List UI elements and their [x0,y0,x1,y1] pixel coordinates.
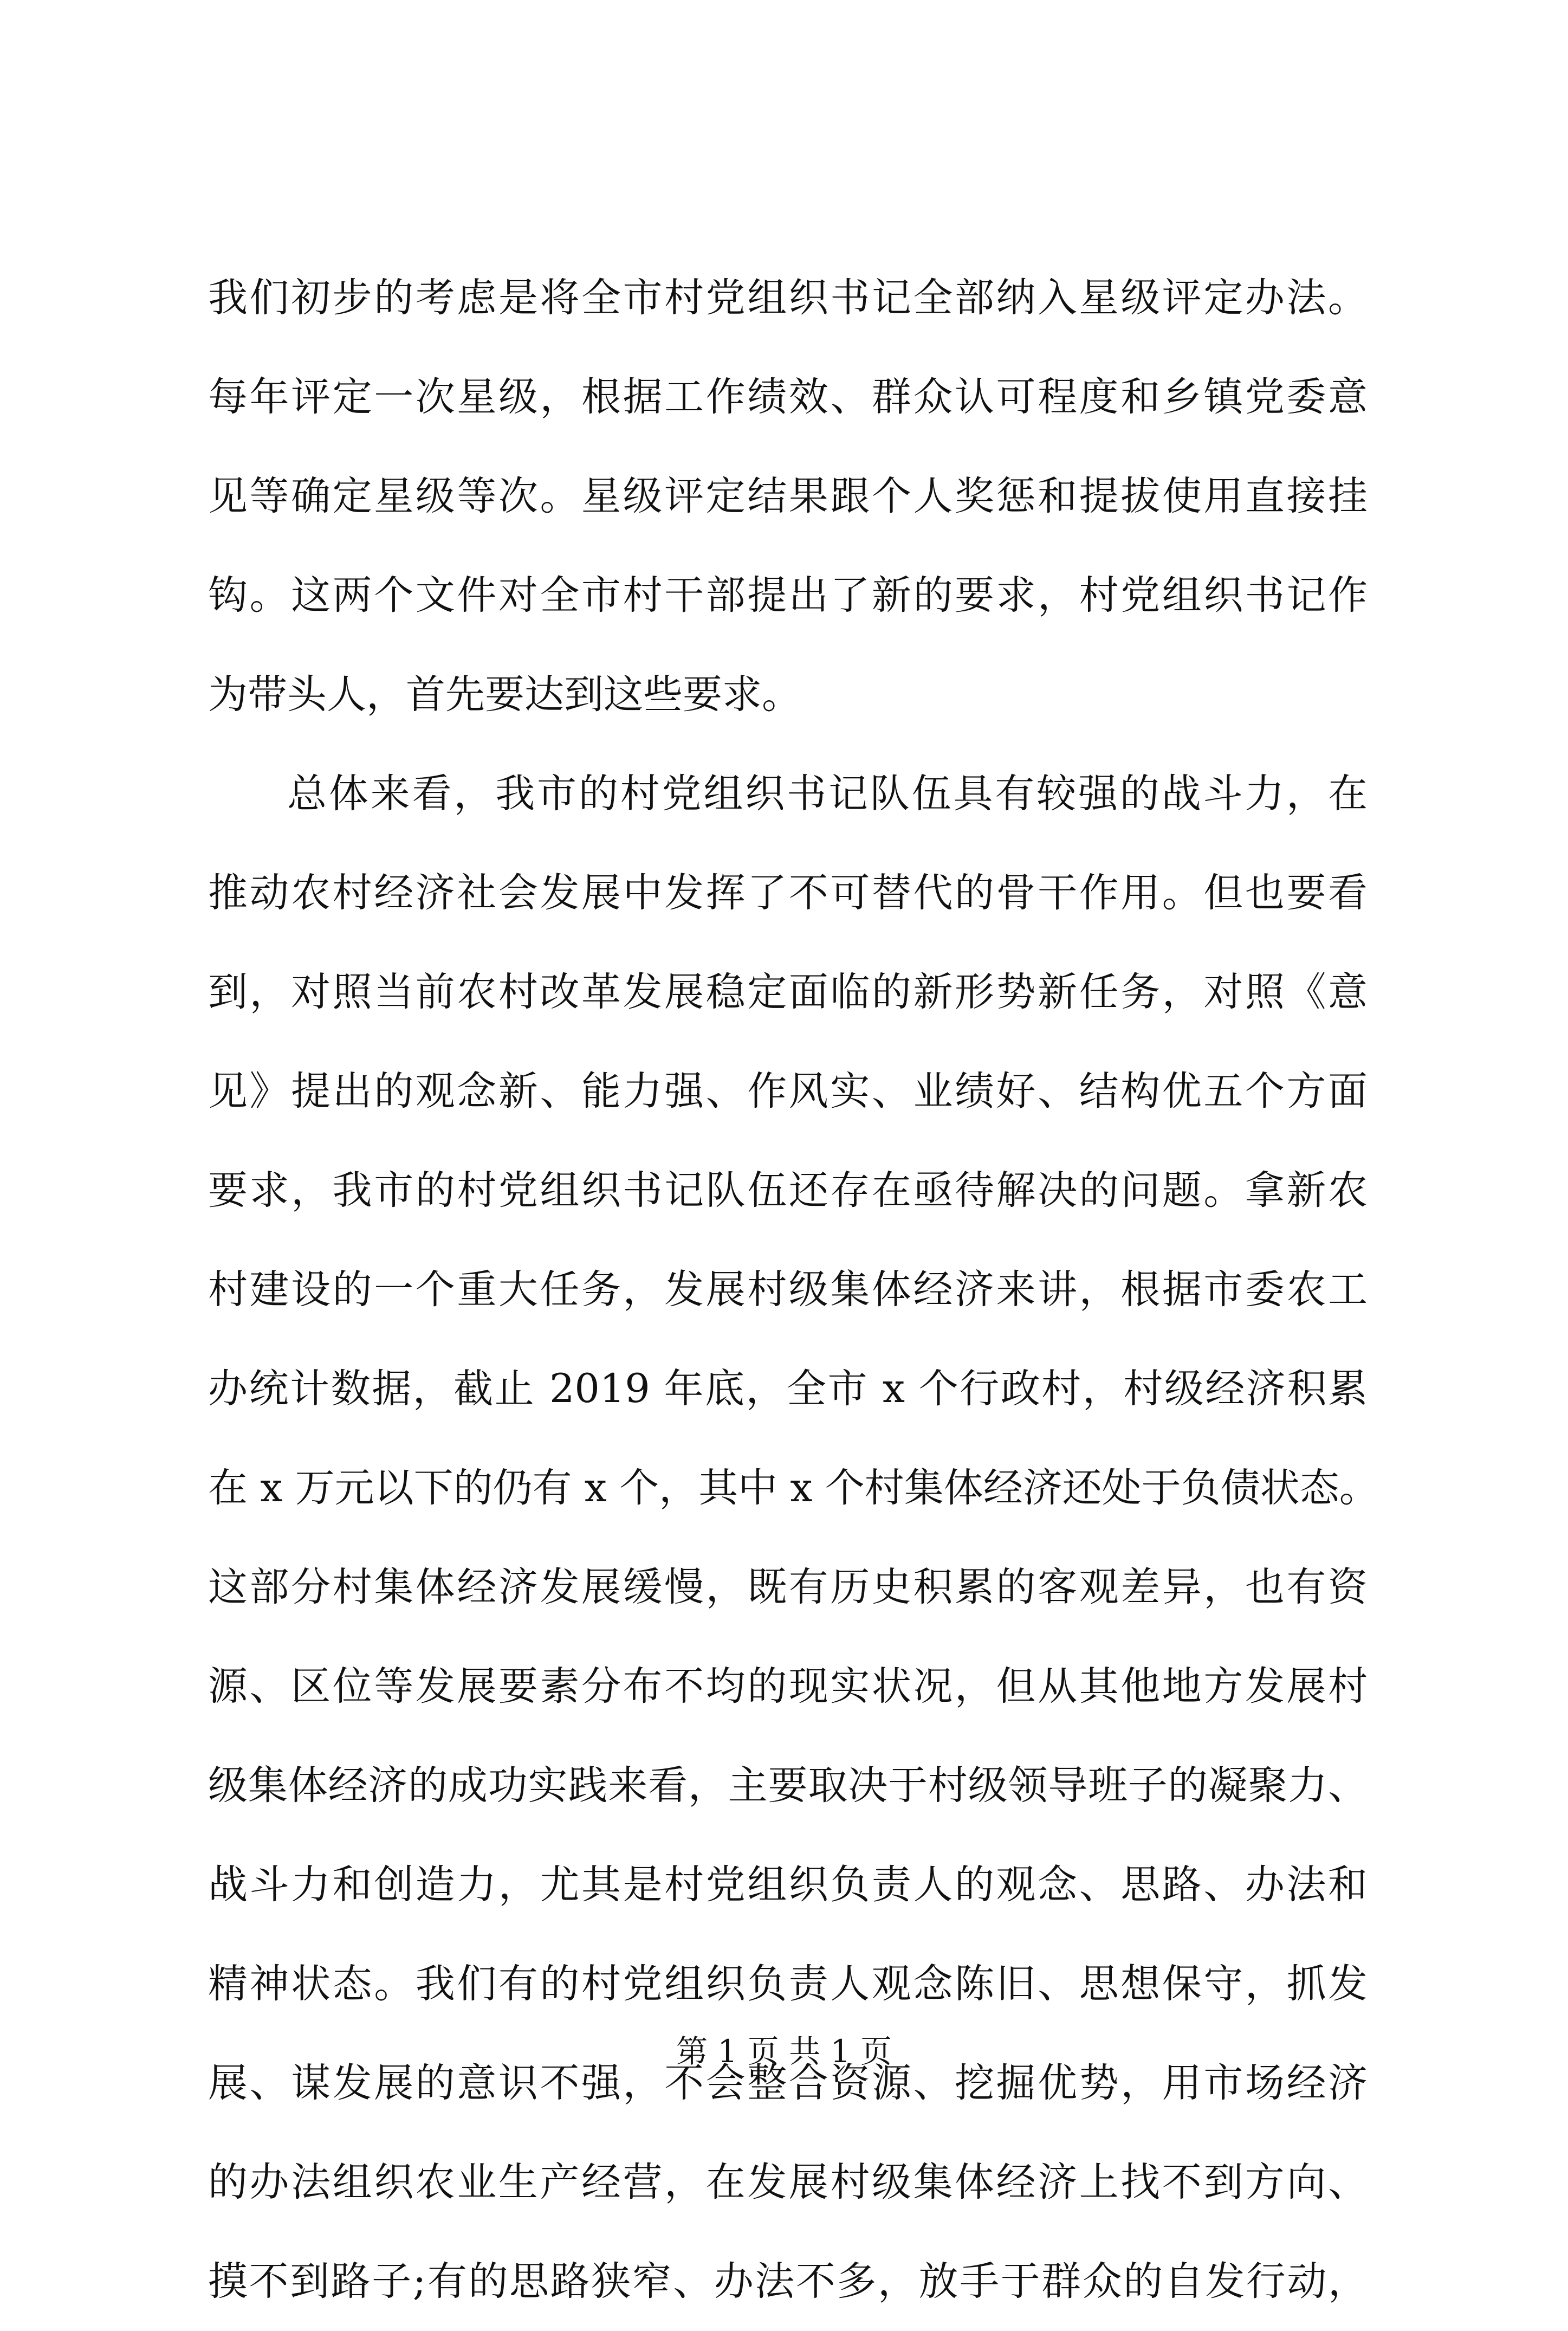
paragraph-2-line-10: 源、区位等发展要素分布不均的现实状况，但从其他地方发展村 [208,1663,1368,1709]
paragraph-2-line-12: 战斗力和创造力，尤其是村党组织负责人的观念、思路、办法和 [208,1862,1368,1908]
paragraph-2-line-11: 级集体经济的成功实践来看，主要取决于村级领导班子的凝聚力、 [208,1762,1368,1809]
paragraph-2-line-7: 办统计数据，截止 2019 年底，全市 x 个行政村，村级经济积累 [208,1366,1368,1412]
page-number-footer: 第 1 页 共 1 页 [676,2033,892,2070]
paragraph-2-line-3: 到，对照当前农村改革发展稳定面临的新形势新任务，对照《意 [208,969,1368,1015]
paragraph-2-line-5: 要求，我市的村党组织书记队伍还存在亟待解决的问题。拿新农 [208,1167,1368,1213]
paragraph-2-line-15: 的办法组织农业生产经营，在发展村级集体经济上找不到方向、 [208,2159,1368,2205]
paragraph-2-line-16: 摸不到路子;有的思路狭窄、办法不多，放手于群众的自发行动， [208,2258,1368,2304]
paragraph-1-line-1: 我们初步的考虑是将全市村党组织书记全部纳入星级评定办法。 [208,275,1368,321]
paragraph-2-line-1: 总体来看，我市的村党组织书记队伍具有较强的战斗力，在 [287,771,1368,817]
paragraph-1-line-2: 每年评定一次星级，根据工作绩效、群众认可程度和乡镇党委意 [208,374,1368,420]
document-body [208,248,1379,2331]
paragraph-1-line-3: 见等确定星级等次。星级评定结果跟个人奖惩和提拔使用直接挂 [208,473,1368,519]
paragraph-1-line-5: 为带头人，首先要达到这些要求。 [208,671,801,718]
paragraph-2-line-6: 村建设的一个重大任务，发展村级集体经济来讲，根据市委农工 [208,1267,1368,1313]
paragraph-2-line-9: 这部分村集体经济发展缓慢，既有历史积累的客观差异，也有资 [208,1564,1368,1610]
paragraph-2-line-4: 见》提出的观念新、能力强、作风实、业绩好、结构优五个方面 [208,1068,1368,1114]
paragraph-2-line-14: 展、谋发展的意识不强，不会整合资源、挖掘优势，用市场经济 [208,2060,1368,2106]
paragraph-2-line-8: 在 x 万元以下的仍有 x 个，其中 x 个村集体经济还处于负债状态。 [208,1465,1379,1511]
paragraph-2-line-13: 精神状态。我们有的村党组织负责人观念陈旧、思想保守，抓发 [208,1961,1368,2007]
paragraph-1-line-4: 钩。这两个文件对全市村干部提出了新的要求，村党组织书记作 [208,572,1368,618]
paragraph-2-line-2: 推动农村经济社会发展中发挥了不可替代的骨干作用。但也要看 [208,870,1368,916]
